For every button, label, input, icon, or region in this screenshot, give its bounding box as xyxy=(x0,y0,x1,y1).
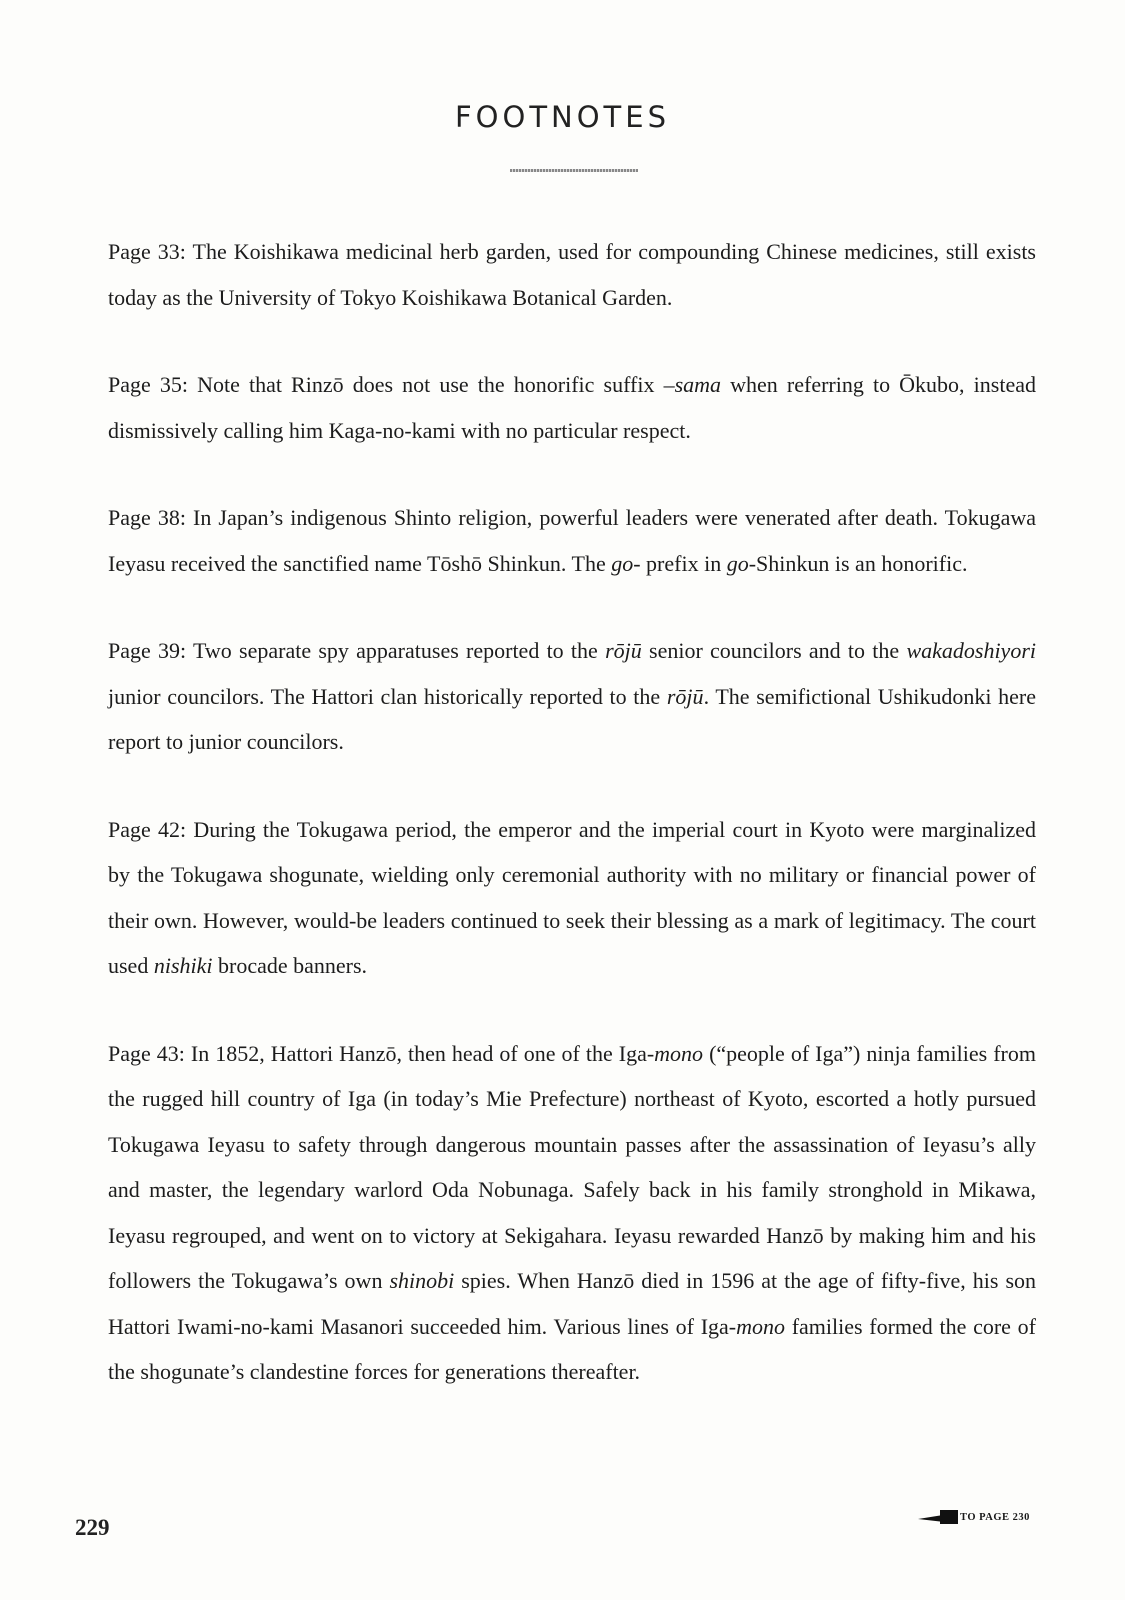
footnote-text: prefix in xyxy=(640,550,727,576)
footnote xyxy=(108,362,1036,453)
footnote-text: brocade banners. xyxy=(212,953,368,978)
footnote-italic-term: rōjū xyxy=(666,683,704,709)
footnote xyxy=(108,229,1036,320)
footnote-italic-term: shinobi xyxy=(389,1268,455,1293)
footnote-italic-term: wakadoshiyori xyxy=(906,638,1036,663)
footnote-text: Shinkun is an honorific. xyxy=(756,550,968,576)
footnote-text: Page 43: In 1852, Hattori Hanzō, then head of one of the Iga- xyxy=(108,1040,655,1066)
footnote-text: families formed the core of the shogunate’s clandestine forces for generations thereafter. xyxy=(108,1313,1036,1384)
footnote xyxy=(108,495,1036,586)
next-page-label: TO PAGE 230 xyxy=(960,1511,1030,1523)
footnotes-list xyxy=(108,229,1036,1437)
footnote-text: Page 42: During the Tokugawa period, the emperor and the imperial court in Kyoto were marginalized by the Tokugawa shogunate, wielding only ceremonial authority with no military or financial power of their own. However, would-be leaders continued to seek their blessing as a mark of legitimacy. The court used xyxy=(108,816,1036,978)
left-arrow-icon xyxy=(918,1509,958,1525)
footnote xyxy=(108,1031,1036,1395)
footnote-italic-term: go- xyxy=(726,550,757,576)
footnote-italic-term: –sama xyxy=(663,372,722,397)
footnote-text: Page 33: The Koishikawa medicinal herb garden, used for compounding Chinese medicines, still exists today as the University of Tokyo Koishikawa Botanical Garden. xyxy=(108,239,1036,310)
footnote-italic-term: nishiki xyxy=(153,953,213,978)
footnote-text: when referring to Ōkubo, instead dismissively calling him Kaga-no-kami with no particular respect. xyxy=(108,372,1036,443)
footnote-text: . The semifictional Ushikudonki here report to junior councilors. xyxy=(108,683,1036,754)
footnote-italic-term: go- xyxy=(611,550,641,576)
footnote-text: Page 35: Note that Rinzō does not use the honorific suffix xyxy=(108,372,664,397)
footnote-italic-term: rōjū xyxy=(605,638,642,663)
footnote-text: senior councilors and to the xyxy=(641,638,907,663)
footnote xyxy=(108,628,1036,765)
footnote-text: (“people of Iga”) ninja families from the rugged hill country of Iga (in today’s Mie Prefecture) northeast of Kyoto, escorted a hotly pursued Tokugawa Ieyasu to safety through dangerous mountain passes after the assassination of Ieyasu’s ally and master, the legendary warlord Oda Nobunaga. Safely back in his family stronghold in Mikawa, Ieyasu regrouped, and went on to victory at Sekigahara. Ieyasu rewarded Hanzō by making him and his followers the Tokugawa’s own xyxy=(108,1040,1036,1293)
footnote-text: Page 38: In Japan’s indigenous Shinto religion, powerful leaders were venerated after death. Tokugawa Ieyasu received the sanctified name Tōshō Shinkun. The xyxy=(108,505,1036,576)
footnote-italic-term: mono xyxy=(654,1040,704,1066)
footnote xyxy=(108,807,1036,989)
next-page-indicator[interactable] xyxy=(918,1509,1030,1525)
footnote-text: spies. When Hanzō died in 1596 at the age of fifty-five, his son Hattori Iwami-no-kami Masanori succeeded him. Various lines of Iga- xyxy=(108,1268,1037,1339)
page-title: FOOTNOTES xyxy=(454,100,670,134)
page-number: 229 xyxy=(75,1515,110,1540)
title-divider xyxy=(510,169,638,172)
footnote-italic-term: mono xyxy=(736,1313,785,1339)
footnote-text: junior councilors. The Hattori clan historically reported to the xyxy=(108,683,667,709)
footnote-text: Page 39: Two separate spy apparatuses reported to the xyxy=(108,638,606,663)
